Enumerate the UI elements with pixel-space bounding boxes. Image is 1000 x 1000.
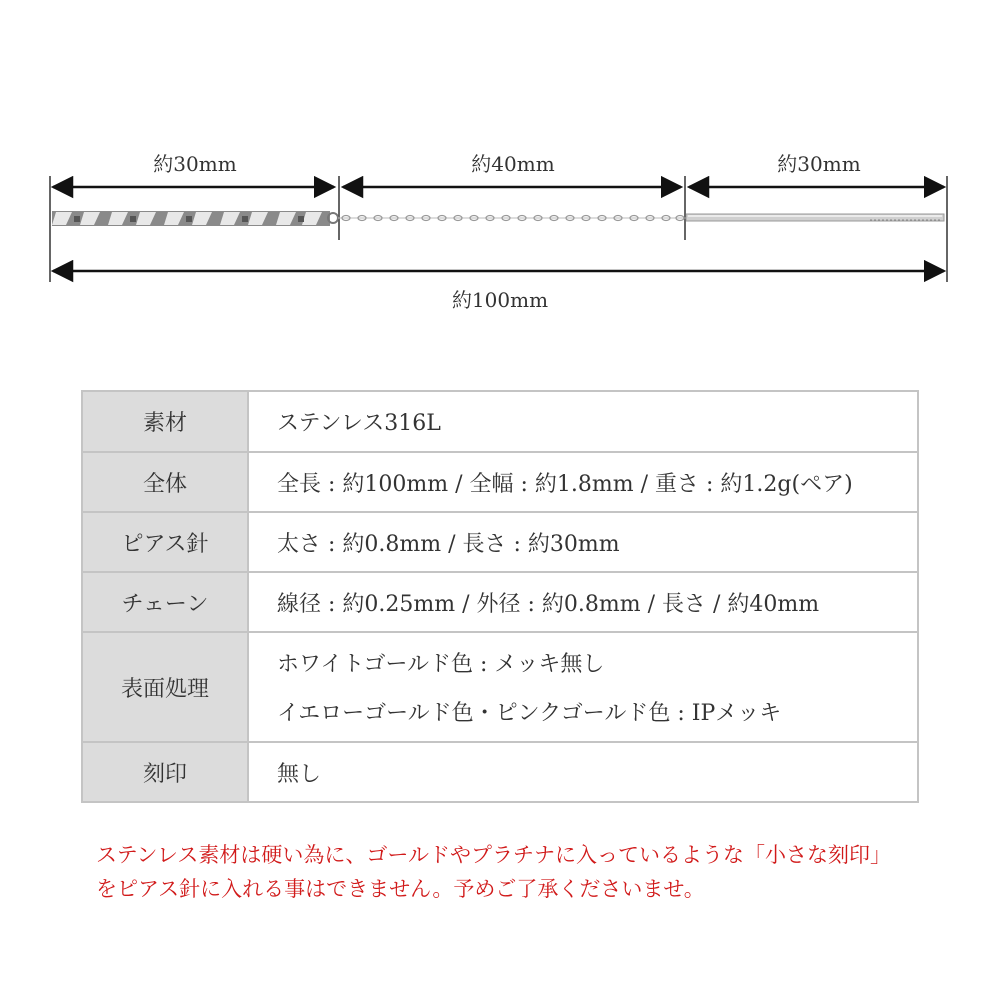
spec-value: 太さ : 約0.8mm / 長さ : 約30mm (248, 512, 918, 572)
spec-value: 全長 : 約100mm / 全幅 : 約1.8mm / 重さ : 約1.2g(ペア) (248, 452, 918, 512)
table-row (82, 391, 918, 452)
dimension-label-segment3: 約30mm (777, 152, 861, 176)
spec-table (81, 390, 919, 803)
thin-chain (338, 216, 686, 221)
spec-label: 素材 (82, 391, 248, 452)
spec-value: 無し (248, 742, 918, 802)
dimension-label-total: 約100mm (451, 288, 549, 312)
table-row (82, 512, 918, 572)
spec-label: 全体 (82, 452, 248, 512)
spec-label: 刻印 (82, 742, 248, 802)
dimension-label-segment2: 約40mm (471, 152, 555, 176)
table-row (82, 742, 918, 802)
engraving-note (96, 838, 936, 906)
dimension-diagram (0, 0, 1000, 330)
dimension-label-segment1: 約30mm (153, 152, 237, 176)
note-line: をピアス針に入れる事はできません。予めご了承くださいませ。 (96, 877, 705, 901)
spec-value: 線径 : 約0.25mm / 外径 : 約0.8mm / 長さ / 約40mm (248, 572, 918, 632)
earring-needle (686, 214, 944, 221)
note-line: ステンレス素材は硬い為に、ゴールドやプラチナに入っているような「小さな刻印」 (96, 843, 891, 867)
spec-value: ホワイトゴールド色 : メッキ無し イエローゴールド色・ピンクゴールド色 : IPメッキ (248, 632, 918, 742)
spec-label: ピアス針 (82, 512, 248, 572)
table-row (82, 632, 918, 742)
spec-label: チェーン (82, 572, 248, 632)
table-row (82, 572, 918, 632)
spec-value: ステンレス316L (248, 391, 918, 452)
spec-label: 表面処理 (82, 632, 248, 742)
thick-chain (52, 211, 338, 226)
table-row (82, 452, 918, 512)
